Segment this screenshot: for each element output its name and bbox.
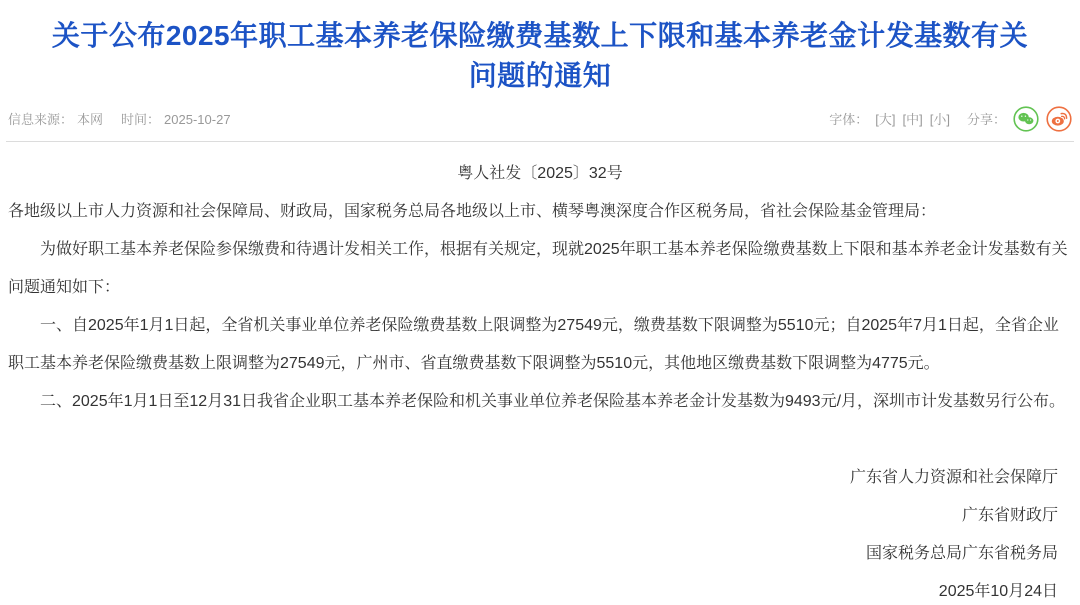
- meta-bar: [6, 96, 1074, 142]
- source-value: 本网: [77, 112, 104, 127]
- source-label: 信息来源：: [8, 112, 74, 127]
- notice-page: [0, 16, 1080, 605]
- time-value: 2025-10-27: [164, 112, 231, 127]
- font-size-small-button[interactable]: [小]: [929, 112, 950, 127]
- weibo-share-icon[interactable]: [1046, 106, 1072, 132]
- recipients-paragraph: 各地级以上市人力资源和社会保障局、财政局，国家税务总局各地级以上市、横琴粤澳深度合作区税务局，省社会保险基金管理局：: [8, 203, 937, 220]
- document-body: [0, 142, 1080, 605]
- signature-line-hrss: 广东省人力资源和社会保障厅: [849, 469, 1058, 486]
- signature-line-finance: 广东省财政厅: [961, 507, 1058, 524]
- font-size-label: 字体：: [829, 112, 869, 127]
- font-size-large-button[interactable]: [大]: [875, 112, 896, 127]
- font-size-medium-button[interactable]: [中]: [902, 112, 923, 127]
- item-2-paragraph: 二、2025年1月1日至12月31日我省企业职工基本养老保险和机关事业单位养老保险基本养老金计发基数为9493元/月，深圳市计发基数另行公布。: [40, 393, 1066, 410]
- page-title: 关于公布2025年职工基本养老保险缴费基数上下限和基本养老金计发基数有关问题的通知: [51, 20, 1029, 91]
- doc-number: 粤人社发〔2025〕32号: [457, 165, 623, 182]
- wechat-share-icon[interactable]: [1013, 106, 1039, 132]
- share-label: 分享：: [966, 112, 1006, 127]
- signature-block: [8, 459, 1072, 605]
- intro-paragraph: 为做好职工基本养老保险参保缴费和待遇计发相关工作，根据有关规定，现就2025年职工基本养老保险缴费基数上下限和基本养老金计发基数有关问题通知如下：: [8, 241, 1068, 296]
- time-label: 时间：: [121, 112, 161, 127]
- signature-date: 2025年10月24日: [938, 583, 1058, 600]
- signature-spacer: [8, 421, 1072, 459]
- meta-info: [8, 109, 235, 128]
- signature-line-tax: 国家税务总局广东省税务局: [865, 545, 1058, 562]
- item-1-paragraph: 一、自2025年1月1日起，全省机关事业单位养老保险缴费基数上限调整为27549元，缴费基数下限调整为5510元；自2025年7月1日起，全省企业职工基本养老保险缴费基数上限调整为27549元，广州市、省直缴费基数下限调整为5510元，其他地区缴费基数下限调整为4775元。: [8, 317, 1059, 372]
- meta-controls: [829, 106, 1072, 132]
